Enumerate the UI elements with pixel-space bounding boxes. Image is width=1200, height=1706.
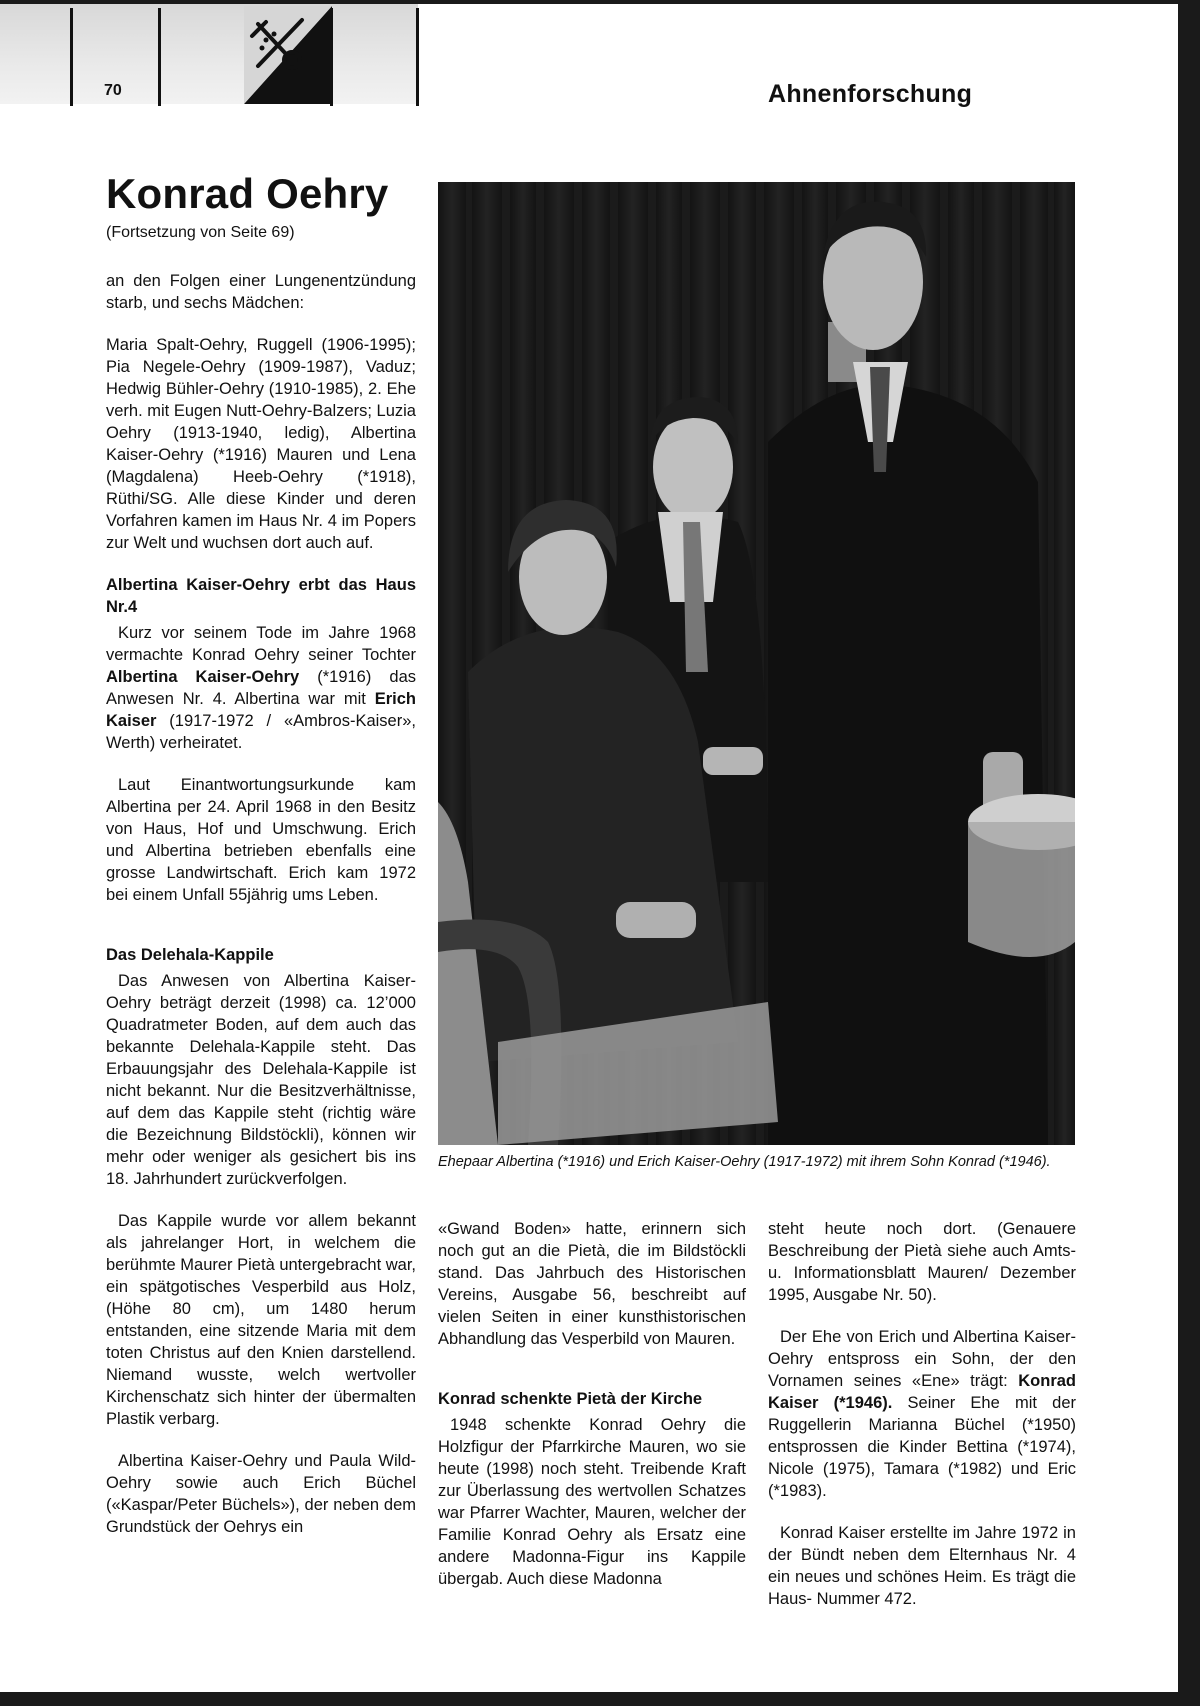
paragraph: «Gwand Boden» hatte, erinnern sich noch gut an die Pietà, die im Bildstöckli stand. Das Jahrbuch des Historischen Vereins, Ausgabe 56, beschreibt auf vielen Seiten in einer kunsthistorischen Abhandlung das Vesperbild von Mauren. bbox=[438, 1220, 746, 1348]
text-run: Kurz vor seinem Tode im Jahre 1968 vermachte Konrad Oehry seiner Tochter bbox=[106, 624, 416, 664]
paragraph: Das Kappile wurde vor allem bekannt als jahrelanger Hort, in welchem die berühmte Maurer Pietà untergebracht war, ein spätgotisches Vesperbild aus Holz, (Höhe 80 cm), um 1480 herum entstanden, eine sitzende Maria mit dem toten Christus auf den Knien darstellend. Niemand wusste, welch wertvoller Kirchenschatz sich hinter der übermalten Plastik verbarg. bbox=[106, 1212, 416, 1428]
header-band bbox=[0, 4, 418, 104]
article-subtitle: (Fortsetzung von Seite 69) bbox=[106, 224, 295, 241]
person-name: Erich Kaiser bbox=[106, 690, 416, 730]
photo-caption: Ehepaar Albertina (*1916) und Erich Kaiser-Oehry (1917-1972) mit ihrem Sohn Konrad (*1946). bbox=[438, 1154, 1051, 1170]
spacer bbox=[438, 1370, 746, 1388]
paragraph: steht heute noch dort. (Genauere Beschreibung der Pietà siehe auch Amts- u. Informationsblatt Mauren/ Dezember 1995, Ausgabe Nr. 50). bbox=[768, 1220, 1076, 1304]
family-photo bbox=[438, 182, 1075, 1145]
person-name: Konrad Kaiser (*1946). bbox=[768, 1372, 1076, 1412]
section-title: Ahnenforschung bbox=[768, 80, 973, 108]
right-column bbox=[768, 1218, 1076, 1630]
text-run: (*1916) das Anwesen Nr. 4. Albertina war mit bbox=[106, 668, 416, 708]
header-divider bbox=[158, 8, 161, 106]
paragraph: 1948 schenkte Konrad Oehry die Holzfigur der Pfarrkirche Mauren, wo sie heute (1998) noch steht. Treibende Kraft zur Überlassung des wertvollen Schatzes war Pfarrer Wachter, Mauren, welcher der Familie Konrad Oehry als Ersatz eine andere Madonna-Figur ins Kappile übergab. Auch diese Madonna bbox=[438, 1416, 746, 1588]
paragraph bbox=[106, 622, 416, 754]
text-run: Der Ehe von Erich und Albertina Kaiser-Oehry entspross ein Sohn, der den Vornamen seines «Ene» trägt: bbox=[768, 1328, 1076, 1390]
section-heading: Das Delehala-Kappile bbox=[106, 946, 274, 964]
text-run: Seiner Ehe mit der Ruggellerin Marianna Büchel (*1950) entsprossen die Kinder Bettina (*1974), Nicole (1975), Tamara (*1982) und Eric (*1983). bbox=[768, 1394, 1076, 1500]
article-title: Konrad Oehry bbox=[106, 170, 389, 217]
person-name: Albertina Kaiser-Oehry bbox=[106, 668, 300, 686]
paragraph: Konrad Kaiser erstellte im Jahre 1972 in der Bündt neben dem Elternhaus Nr. 4 ein neues und schönes Heim. Es trägt die Haus- Nummer 472. bbox=[768, 1524, 1076, 1608]
paragraph: Albertina Kaiser-Oehry und Paula Wild- Oehry sowie auch Erich Büchel («Kaspar/Peter Büchels»), der neben dem Grundstück der Oehrys ein bbox=[106, 1452, 416, 1536]
header-divider bbox=[70, 8, 73, 106]
family-portrait-image bbox=[438, 182, 1075, 1145]
paragraph: Laut Einantwortungsurkunde kam Albertina per 24. April 1968 in den Besitz von Haus, Hof und Umschwung. Erich und Albertina betrieben ebenfalls eine grosse Landwirtschaft. Erich kam 1972 bei einem Unfall 55jährig ums Leben. bbox=[106, 776, 416, 904]
page-number: 70 bbox=[104, 82, 122, 99]
text-run: (1917-1972 / «Ambros-Kaiser», Werth) verheiratet. bbox=[106, 712, 416, 752]
paragraph: Das Anwesen von Albertina Kaiser-Oehry beträgt derzeit (1998) ca. 12’000 Quadratmeter Boden, auf dem auch das bekannte Delehala-Kappile steht. Das Erbauungsjahr des Delehala-Kappile ist nicht bekannt. Nur die Besitzverhältnisse, auf dem das Kappile steht (richtig wäre die Bezeichnung Bildstöckli), können wir mehr oder weniger als gesichert bis ins 18. Jahrhundert zurückverfolgen. bbox=[106, 972, 416, 1188]
section-heading: Konrad schenkte Pietà der Kirche bbox=[438, 1390, 703, 1408]
paragraph: an den Folgen einer Lungenentzündung starb, und sechs Mädchen: bbox=[106, 272, 416, 312]
spacer bbox=[106, 926, 416, 944]
section-heading: Albertina Kaiser-Oehry erbt das Haus Nr.4 bbox=[106, 576, 416, 616]
middle-column bbox=[438, 1218, 746, 1610]
paragraph bbox=[768, 1326, 1076, 1502]
paragraph: Maria Spalt-Oehry, Ruggell (1906-1995); Pia Negele-Oehry (1909-1987), Vaduz; Hedwig Bühler-Oehry (1910-1985), 2. Ehe verh. mit Eugen Nutt-Oehry-Balzers; Luzia Oehry (1913-1940, ledig), Albertina Kaiser-Oehry (*1916) Mauren und Lena (Magdalena) Heeb-Oehry (*1918), Rüthi/SG. Alle diese Kinder und deren Vorfahren kamen im Haus Nr. 4 im Popers zur Welt und wuchsen dort auch auf. bbox=[106, 336, 416, 552]
crossed-tools-emblem-icon bbox=[244, 6, 332, 104]
left-column bbox=[106, 270, 416, 1558]
header-divider bbox=[416, 8, 419, 106]
